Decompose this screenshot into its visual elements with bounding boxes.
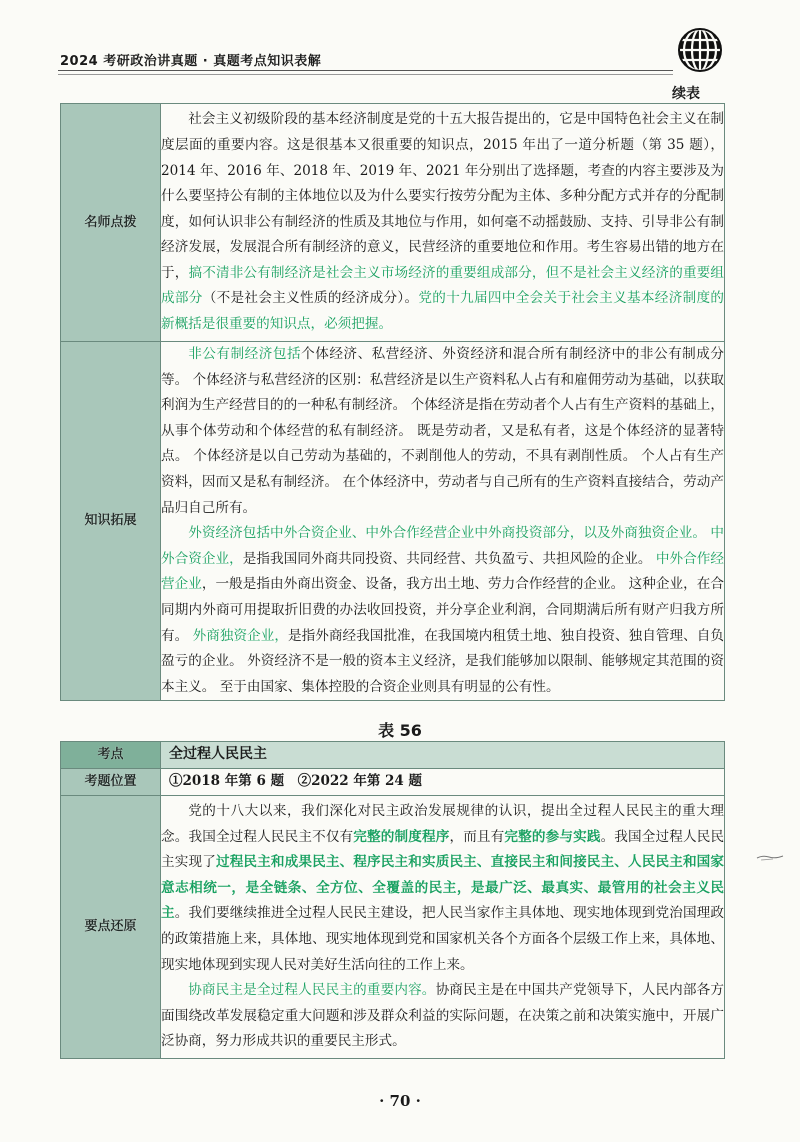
highlight-text: 搞不清非公有制经济是社会主义市场经济的重要组成部分，但不是社会主义经济的重要组成部分: [161, 264, 725, 307]
table-row: [61, 104, 725, 342]
table-56-caption: 表 56: [378, 721, 422, 740]
body-text: 。我国全过程人民民主实现了: [161, 828, 725, 871]
points-paragraph-2: [161, 978, 724, 1055]
highlight-text: 外资经济包括中外合资企业、中外合作经营企业中外商投资部分，以及外商独资企业。 中外合资企业，: [161, 525, 724, 567]
highlight-text: 完整的制度程序: [353, 828, 450, 845]
row-label-zhishi: 知识拓展: [61, 342, 161, 701]
body-text: 是指我国同外商共同投资、共同经营、共负盈亏、共担风险的企业。: [242, 550, 656, 567]
body-text: 。我们要继续推进全过程人民民主建设，把人民当家作主具体地、现实地体现到党治国理政的政策措施上来，具体地、现实地体现到党和国家机关各个方面各个层级工作上来，具体地、现实地体现到实现人民对美好生活向往的工作上来。: [161, 905, 725, 973]
kaodian-value: 全过程人民民主: [161, 742, 725, 769]
zhishi-paragraph-1: [161, 342, 724, 521]
points-text: [161, 796, 725, 1059]
mingshi-paragraph: [161, 107, 724, 337]
highlight-text: 非公有制经济包括: [188, 346, 302, 362]
highlight-text: 中外合作经营企业: [161, 550, 725, 593]
body-text: ，一般是指由外商出资金、设备，我方出土地、劳力合作经营的企业。 这种企业，在合同期内外商可用提取折旧费的办法收回投资，并分享企业利润，合同期满后所有财产归我方所有。: [161, 576, 725, 644]
page-number: · 70 ·: [379, 1092, 421, 1110]
points-label: 要点还原: [61, 796, 161, 1059]
position-label: 考题位置: [61, 769, 161, 796]
zhishi-paragraph-2: [161, 521, 724, 700]
table-row: [61, 342, 725, 701]
row-label-mingshi: 名师点拨: [61, 104, 161, 342]
body-text: 是指外商经我国批准，在我国境内租赁土地、独自投资、独自管理、自负盈亏的企业。 外资经济不是一般的资本主义经济，是我们能够加以限制、能够规定其范围的资本主义。 至于由国家、集体控股的合资企业则具有明显的公有性。: [161, 627, 725, 695]
continued-label: 续表: [672, 86, 700, 102]
highlight-text: 党的十九届四中全会关于社会主义基本经济制度的新概括是很重要的知识点，必须把握。: [161, 290, 725, 333]
knowledge-table-56: [60, 741, 725, 1059]
kaodian-label: 考点: [61, 742, 161, 769]
highlight-text: 协商民主是全过程人民民主的重要内容。: [188, 982, 436, 999]
table-row: [61, 742, 725, 769]
mingshi-text: [161, 104, 725, 342]
header-rule-thin: [58, 74, 673, 75]
position-value: ①2018 年第 6 题 ②2022 年第 24 题: [161, 769, 725, 796]
body-text: 社会主义初级阶段的基本经济制度是党的十五大报告提出的，它是中国特色社会主义在制度层面的重要内容。这是很基本又很重要的知识点，2015 年出了一道分析题（第 35 题），2014 年、2016 年、2018 年、2019 年、2021 年分别出了选择题，考查的内容主要涉及为什么要坚持公有制的主体地位以及为什么要实行按劳分配为主体、多种分配方式并存的分配制度，如何认识非公有制经济的性质及其地位与作用，如何毫不动摇鼓励、支持、引导非公有制经济发展，发展混合所有制经济的意义，民营经济的重要地位和作用。考生容易出错的地方在于，: [161, 111, 724, 281]
table-row: [61, 769, 725, 796]
body-text: 个体经济、私营经济、外资经济和混合所有制经济中的非公有制成分等。 个体经济与私营经济的区别：私营经济是以生产资料私人占有和雇佣劳动为基础，以获取利润为生产经营目的的一种私有制经济。 个体经济是指在劳动者个人占有生产资料的基础上，从事个体劳动和个体经营的私有制经济。 既是劳动者，又是私有者，这是个体经济的显著特点。 个体经济是以自己劳动为基础的，不剥削他人的劳动，不具有剥削性质。 个人占有生产资料，因而又是私有制经济。 在个体经济中，劳动者与自己所有的生产资料直接结合，劳动产品归自己所有。: [161, 346, 725, 516]
highlight-text: 完整的参与实践: [504, 828, 601, 845]
highlight-text: 过程民主和成果民主、程序民主和实质民主、直接民主和间接民主、人民民主和国家意志相统一，是全链条、全方位、全覆盖的民主，是最广泛、最真实、最管用的社会主义民主: [161, 854, 725, 922]
body-text: 协商民主是在中国共产党领导下，人民内部各方面围绕改革发展稳定重大问题和涉及群众利益的实际问题，在决策之前和决策实施中，开展广泛协商，努力形成共识的重要民主形式。: [161, 982, 725, 1050]
body-text: 党的十八大以来，我们深化对民主政治发展规律的认识，提出全过程人民民主的重大理念。我国全过程人民民主不仅有: [161, 803, 724, 845]
knowledge-table-55: [60, 103, 725, 701]
points-paragraph-1: [161, 799, 724, 978]
running-header-title: 2024 考研政治讲真题 · 真题考点知识表解: [60, 54, 322, 69]
body-text: ，而且有: [449, 828, 505, 845]
zhishi-text: [161, 342, 725, 701]
header-rule: [58, 70, 673, 71]
margin-mark-icon: [756, 852, 784, 862]
body-text: （不是社会主义性质的经济成分）。: [202, 290, 419, 307]
highlight-text: 外商独资企业，: [192, 627, 288, 644]
globe-logo-icon: [676, 26, 724, 74]
table-row: [61, 796, 725, 1059]
